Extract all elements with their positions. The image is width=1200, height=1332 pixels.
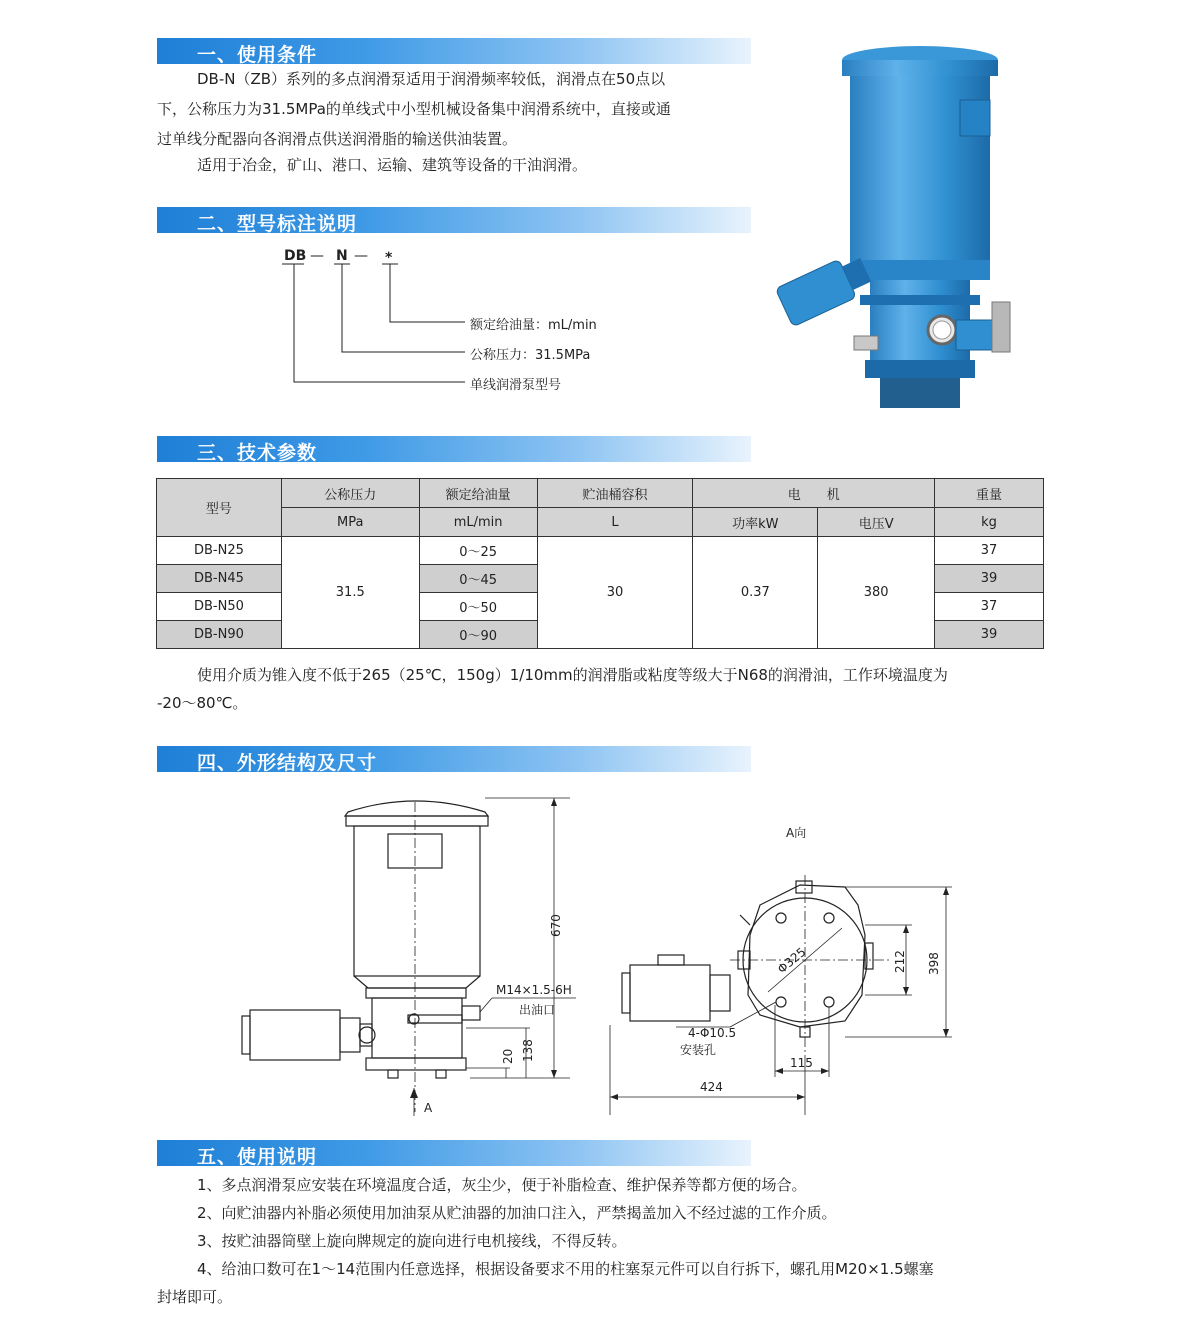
cell-weight: 37: [935, 537, 1044, 565]
section-title: 二、型号标注说明: [197, 213, 358, 235]
header-flow: 额定给油量: [419, 479, 537, 508]
instruction-1: 1、多点润滑泵应安装在环境温度合适，灰尘少，便于补脂检查、维护保养等都方便的场合。: [197, 1176, 807, 1194]
cell-flow: 0～45: [419, 565, 537, 593]
usage-line-3: 过单线分配器向各润滑点供送润滑脂的输送供油装置。: [157, 130, 518, 148]
cell-pressure: 31.5: [281, 537, 419, 649]
model-label-type: 单线润滑泵型号: [470, 378, 562, 393]
instruction-4a: 4、给油口数可在1～14范围内任意选择，根据设备要求不用的柱塞泵元件可以自行拆下，螺孔用M20×1.5螺塞: [197, 1260, 934, 1278]
model-label-pressure: 公称压力：31.5MPa: [470, 348, 591, 363]
cell-flow: 0～90: [419, 621, 537, 649]
header-voltage: 电压V: [818, 508, 935, 537]
dim-670: 670: [549, 914, 563, 937]
header-motor: 电 机: [693, 479, 935, 508]
dim-138: 138: [521, 1039, 535, 1062]
cell-model: DB-N90: [157, 621, 282, 649]
cell-model: DB-N45: [157, 565, 282, 593]
model-label-flow: 额定给油量：mL/min: [470, 318, 597, 333]
usage-line-1: DB-N（ZB）系列的多点润滑泵适用于润滑频率较低，润滑点在50点以: [197, 70, 666, 88]
header-tank-unit: L: [537, 508, 693, 537]
model-code-star: *: [385, 250, 393, 266]
header-pressure: 公称压力: [281, 479, 419, 508]
cell-model: DB-N50: [157, 593, 282, 621]
cell-voltage: 380: [818, 537, 935, 649]
model-code-diagram: [280, 240, 480, 400]
dim-115: 115: [790, 1056, 813, 1070]
header-tank: 贮油桶容积: [537, 479, 693, 508]
header-weight-unit: kg: [935, 508, 1044, 537]
cell-weight: 37: [935, 593, 1044, 621]
top-view-drawing: [600, 815, 960, 1115]
holes-label: 安装孔: [680, 1043, 717, 1057]
header-flow-unit: mL/min: [419, 508, 537, 537]
section-header-tech-params: [157, 436, 751, 462]
pump-photo: [770, 40, 1030, 420]
header-model: 型号: [157, 479, 282, 537]
instruction-2: 2、向贮油器内补脂必须使用加油泵从贮油器的加油口注入，严禁揭盖加入不经过滤的工作介质。: [197, 1204, 837, 1222]
section-title: 一、使用条件: [197, 44, 318, 66]
section-title: 三、技术参数: [197, 442, 318, 464]
section-title: 四、外形结构及尺寸: [197, 752, 378, 774]
cell-tank: 30: [537, 537, 693, 649]
outlet-label: 出油口: [519, 1003, 556, 1017]
table-row: [157, 537, 1044, 565]
model-code-dash-1: —: [310, 248, 324, 264]
usage-line-2: 下，公称压力为31.5MPa的单线式中小型机械设备集中润滑系统中，直接或通: [157, 100, 671, 118]
dim-phi325: Φ325: [774, 944, 809, 977]
thread-label: M14×1.5-6H: [496, 983, 572, 997]
dim-424: 424: [700, 1080, 723, 1094]
header-pressure-unit: MPa: [281, 508, 419, 537]
cell-model: DB-N25: [157, 537, 282, 565]
section-header-instructions: [157, 1140, 751, 1166]
model-code-n: N: [336, 248, 348, 264]
instruction-4b: 封堵即可。: [157, 1288, 233, 1306]
medium-line-2: -20～80℃。: [157, 694, 248, 712]
dim-212: 212: [893, 950, 907, 973]
spec-table: [156, 478, 1044, 649]
holes-dim: 4-Φ10.5: [688, 1026, 737, 1040]
usage-line-4: 适用于冶金，矿山、港口、运输、建筑等设备的干油润滑。: [197, 156, 588, 174]
dim-398: 398: [927, 952, 941, 975]
cell-power: 0.37: [693, 537, 818, 649]
section-title: 五、使用说明: [197, 1146, 318, 1168]
cell-flow: 0～25: [419, 537, 537, 565]
side-view-drawing: [230, 772, 600, 1122]
medium-line-1: 使用介质为锥入度不低于265（25℃，150g）1/10mm的润滑脂或粘度等级大于N68的润滑油，工作环境温度为: [197, 666, 948, 684]
section-header-model-notation: [157, 207, 751, 233]
header-weight: 重量: [935, 479, 1044, 508]
model-code-dash-2: —: [354, 248, 368, 264]
cell-flow: 0～50: [419, 593, 537, 621]
cell-weight: 39: [935, 565, 1044, 593]
header-power: 功率kW: [693, 508, 818, 537]
cell-weight: 39: [935, 621, 1044, 649]
arrow-a-label: A: [424, 1101, 433, 1115]
model-code-db: DB: [284, 248, 307, 264]
section-header-usage-conditions: [157, 38, 751, 64]
view-a-label: A向: [786, 826, 807, 840]
section-header-dimensions: [157, 746, 751, 772]
instruction-3: 3、按贮油器筒壁上旋向牌规定的旋向进行电机接线，不得反转。: [197, 1232, 627, 1250]
dim-20: 20: [501, 1048, 515, 1064]
